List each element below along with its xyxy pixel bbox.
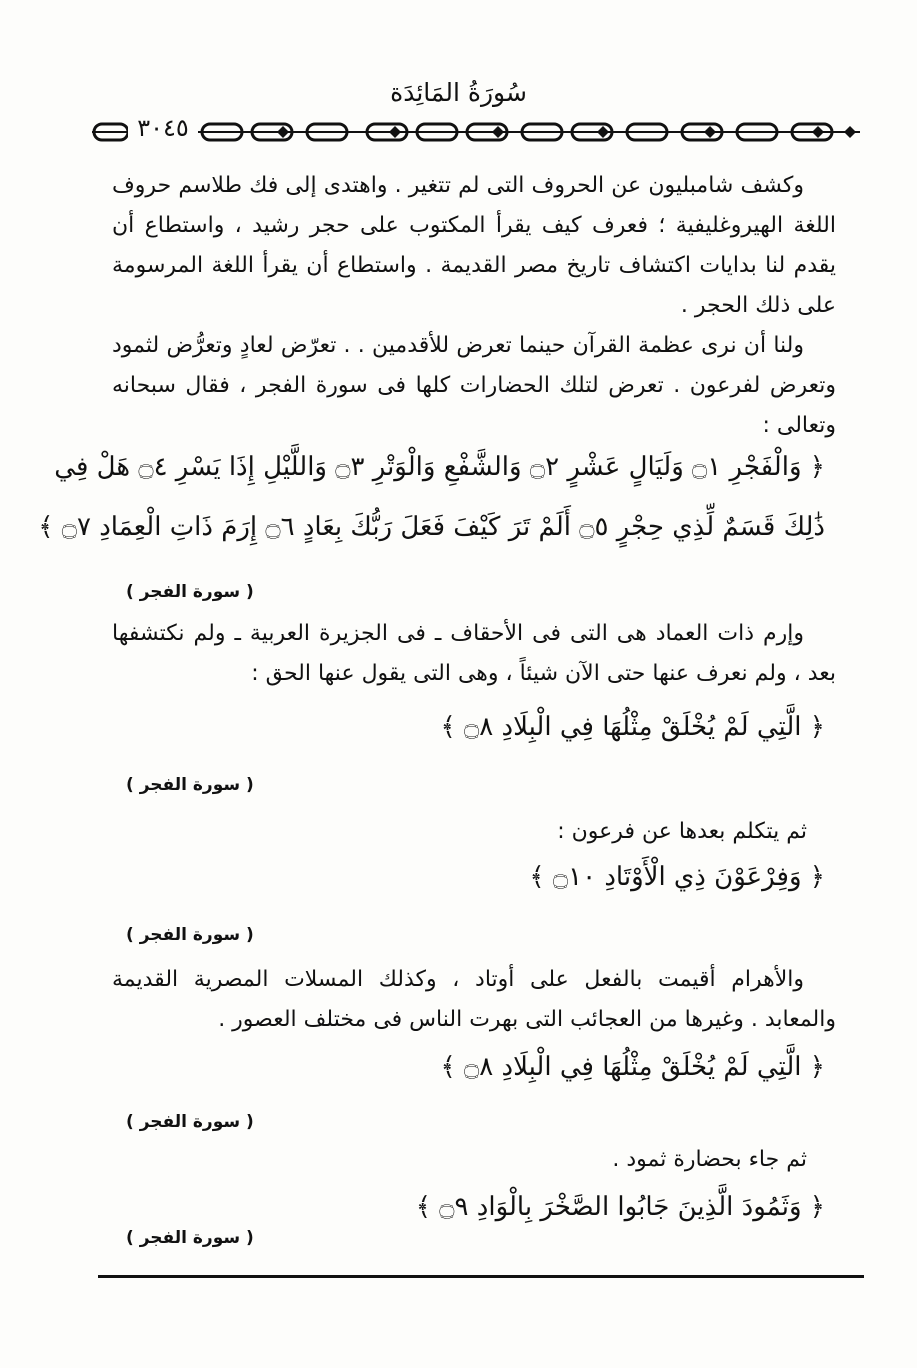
verse-fajr-line-2: ذَٰلِكَ قَسَمٌ لِّذِي حِجْرٍ ۝٥ أَلَمْ تَرَ كَيْفَ فَعَلَ رَبُّكَ بِعَادٍ ۝٦ إِرَمَ ذَاتِ الْعِمَادِ ۝٧ ﴾	[38, 512, 825, 542]
verse-8-repeat: ﴿ الَّتِي لَمْ يُخْلَقْ مِثْلُهَا فِي الْبِلَادِ ۝٨ ﴾	[440, 1052, 825, 1082]
source-label: ( سورة الفجر )	[126, 775, 254, 795]
verse-8: ﴿ الَّتِي لَمْ يُخْلَقْ مِثْلُهَا فِي الْبِلَادِ ۝٨ ﴾	[440, 712, 825, 742]
source-label: ( سورة الفجر )	[126, 1228, 254, 1248]
paragraph-iram: وإرم ذات العماد هى التى فى الأحقاف ـ فى الجزيرة العربية ـ ولم نكتشفها بعد ، ولم نعرف عنها حتى الآن شيئاً ، وهى التى يقول عنها الحق :	[112, 621, 836, 686]
paragraph-quran-greatness: ولنا أن نرى عظمة القرآن حينما تعرض للأقدمين . . تعرّض لعادٍ وتعرُّض لثمود وتعرض لفرعون . تعرض لتلك الحضارات كلها فى سورة الفجر ، فقال سبحانه وتعالى :	[112, 333, 836, 438]
source-label: ( سورة الفجر )	[126, 582, 254, 602]
footer-rule	[98, 1275, 864, 1278]
surah-title: سُورَةُ المَائِدَة	[390, 78, 527, 107]
paragraph-thamud: ثم جاء بحضارة ثمود .	[612, 1147, 807, 1172]
paragraph-pharaoh: ثم يتكلم بعدها عن فرعون :	[557, 819, 807, 844]
verse-10: ﴿ وَفِرْعَوْنَ ذِي الْأَوْتَادِ ۝١٠ ﴾	[529, 862, 825, 892]
paragraph-champollion: وكشف شامبليون عن الحروف التى لم تتغير . واهتدى إلى فك طلاسم حروف اللغة الهيروغليفية ؛ فعرف كيف يقرأ المكتوب على حجر رشيد ، واستطاع أن يقدم لنا بدايات اكتشاف تاريخ مصر القديمة . واستطاع أن يقرأ اللغة المرسومة على ذلك الحجر .	[112, 173, 836, 318]
source-label: ( سورة الفجر )	[126, 1112, 254, 1132]
page-number: ٣٠٤٥	[128, 114, 198, 142]
verse-fajr-line-1: ﴿ وَالْفَجْرِ ۝١ وَلَيَالٍ عَشْرٍ ۝٢ وَالشَّفْعِ وَالْوَتْرِ ۝٣ وَاللَّيْلِ إِذَا يَسْرِ ۝٤ هَلْ فِي	[54, 452, 825, 482]
verse-9: ﴿ وَثَمُودَ الَّذِينَ جَابُوا الصَّخْرَ بِالْوَادِ ۝٩ ﴾	[415, 1192, 825, 1222]
source-label: ( سورة الفجر )	[126, 925, 254, 945]
paragraph-pyramids: والأهرام أقيمت بالفعل على أوتاد ، وكذلك المسلات المصرية القديمة والمعابد . وغيرها من العجائب التى بهرت الناس فى مختلف العصور .	[112, 967, 836, 1032]
header-ornament	[92, 116, 860, 156]
